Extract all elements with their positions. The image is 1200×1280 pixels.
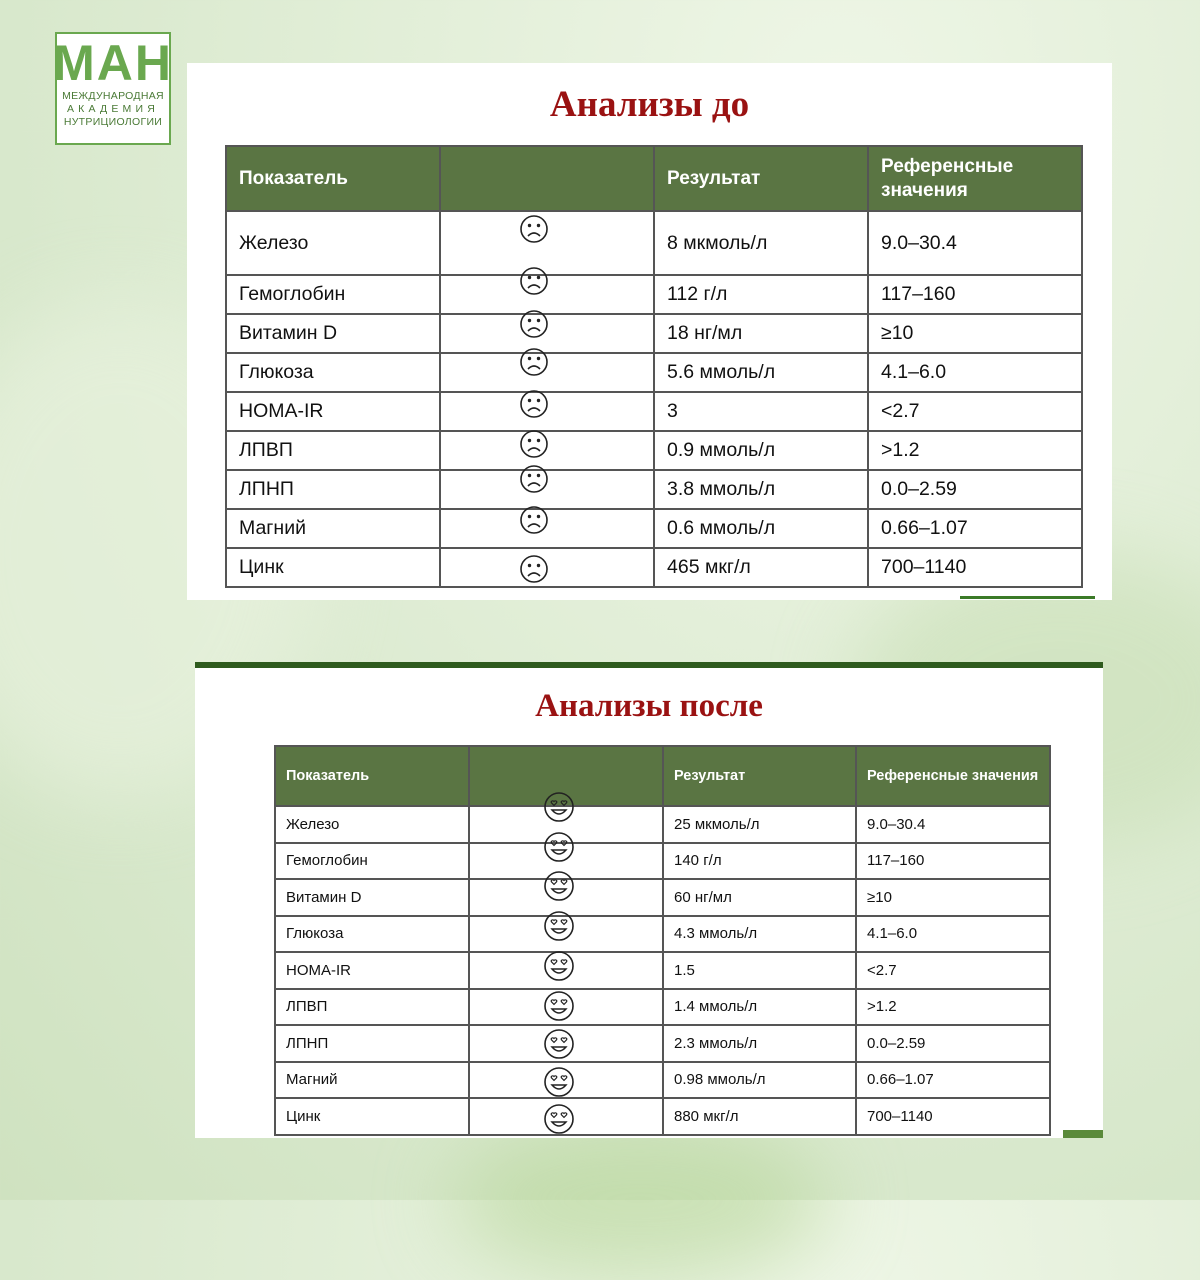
reference-value: 117–160 <box>856 843 1050 880</box>
indicator-name: Гемоглобин <box>226 275 440 314</box>
result-value: 140 г/л <box>663 843 856 880</box>
result-value: 0.6 ммоль/л <box>654 509 868 548</box>
indicator-name: Витамин D <box>226 314 440 353</box>
status-cell <box>440 509 654 548</box>
reference-value: 700–1140 <box>868 548 1082 587</box>
result-value: 112 г/л <box>654 275 868 314</box>
reference-value: 9.0–30.4 <box>868 211 1082 275</box>
result-value: 1.4 ммоль/л <box>663 989 856 1026</box>
sad-face-icon <box>519 554 549 584</box>
status-cell <box>469 916 663 953</box>
header-reference: Референсные значения <box>856 746 1050 806</box>
reference-value: 4.1–6.0 <box>856 916 1050 953</box>
status-cell <box>469 1025 663 1062</box>
logo-mark: МАН <box>53 35 173 91</box>
heart-eyes-face-icon <box>543 950 575 982</box>
heart-eyes-face-icon <box>543 1103 575 1135</box>
heart-eyes-face-icon <box>543 791 575 823</box>
table-row <box>226 211 1082 275</box>
indicator-name: Гемоглобин <box>275 843 469 880</box>
table-row <box>275 1062 1050 1099</box>
status-cell <box>440 470 654 509</box>
sad-face-icon <box>519 347 549 377</box>
status-cell <box>440 392 654 431</box>
table-row <box>226 353 1082 392</box>
table-row <box>226 509 1082 548</box>
sad-face-icon <box>519 505 549 535</box>
logo-line-2: АКАДЕМИЯ <box>66 103 160 115</box>
reference-value: >1.2 <box>868 431 1082 470</box>
indicator-name: Цинк <box>275 1098 469 1135</box>
result-value: 60 нг/мл <box>663 879 856 916</box>
result-value: 3.8 ммоль/л <box>654 470 868 509</box>
status-cell <box>440 353 654 392</box>
sad-face-icon <box>519 214 549 244</box>
logo-line-3: НУТРИЦИОЛОГИИ <box>63 116 163 128</box>
indicator-name: Глюкоза <box>275 916 469 953</box>
divider <box>960 596 1095 599</box>
status-cell <box>440 548 654 587</box>
indicator-name: Магний <box>275 1062 469 1099</box>
result-value: 18 нг/мл <box>654 314 868 353</box>
sad-face-icon <box>519 389 549 419</box>
reference-value: 0.66–1.07 <box>868 509 1082 548</box>
heart-eyes-face-icon <box>543 1028 575 1060</box>
status-cell <box>469 1098 663 1135</box>
result-value: 0.98 ммоль/л <box>663 1062 856 1099</box>
reference-value: 9.0–30.4 <box>856 806 1050 843</box>
table-row <box>226 470 1082 509</box>
indicator-name: Глюкоза <box>226 353 440 392</box>
indicator-name: ЛПНП <box>275 1025 469 1062</box>
reference-value: 0.66–1.07 <box>856 1062 1050 1099</box>
indicator-name: Цинк <box>226 548 440 587</box>
reference-value: 4.1–6.0 <box>868 353 1082 392</box>
reference-value: >1.2 <box>856 989 1050 1026</box>
reference-value: ≥10 <box>868 314 1082 353</box>
result-value: 0.9 ммоль/л <box>654 431 868 470</box>
table-row <box>275 952 1050 989</box>
header-indicator: Показатель <box>226 146 440 211</box>
result-value: 2.3 ммоль/л <box>663 1025 856 1062</box>
reference-value: <2.7 <box>868 392 1082 431</box>
reference-value: <2.7 <box>856 952 1050 989</box>
heart-eyes-face-icon <box>543 870 575 902</box>
background-leaf <box>450 1120 830 1280</box>
result-value: 5.6 ммоль/л <box>654 353 868 392</box>
table-row <box>275 1098 1050 1135</box>
reference-value: 700–1140 <box>856 1098 1050 1135</box>
indicator-name: Магний <box>226 509 440 548</box>
result-value: 3 <box>654 392 868 431</box>
header-status <box>440 146 654 211</box>
table-row <box>275 806 1050 843</box>
corner-mark <box>1063 1130 1103 1138</box>
before-title: Анализы до <box>549 84 750 125</box>
table-row <box>275 879 1050 916</box>
header-result: Результат <box>654 146 868 211</box>
heart-eyes-face-icon <box>543 1066 575 1098</box>
result-value: 25 мкмоль/л <box>663 806 856 843</box>
reference-value: 0.0–2.59 <box>856 1025 1050 1062</box>
indicator-name: HOMA-IR <box>226 392 440 431</box>
sad-face-icon <box>519 429 549 459</box>
table-row <box>226 392 1082 431</box>
table-row <box>226 275 1082 314</box>
heart-eyes-face-icon <box>543 910 575 942</box>
header-indicator: Показатель <box>275 746 469 806</box>
after-title: Анализы после <box>535 688 763 724</box>
indicator-name: Железо <box>226 211 440 275</box>
result-value: 880 мкг/л <box>663 1098 856 1135</box>
table-row <box>226 314 1082 353</box>
result-value: 465 мкг/л <box>654 548 868 587</box>
table-row <box>226 548 1082 587</box>
indicator-name: ЛПНП <box>226 470 440 509</box>
reference-value: ≥10 <box>856 879 1050 916</box>
sad-face-icon <box>519 266 549 296</box>
table-row <box>275 916 1050 953</box>
reference-value: 0.0–2.59 <box>868 470 1082 509</box>
status-cell <box>469 1062 663 1099</box>
indicator-name: ЛПВП <box>275 989 469 1026</box>
after-table <box>274 745 1051 1136</box>
header-reference: Референсные значения <box>868 146 1082 211</box>
result-value: 1.5 <box>663 952 856 989</box>
table-row <box>226 431 1082 470</box>
table-row <box>275 843 1050 880</box>
table-row <box>275 1025 1050 1062</box>
status-cell <box>469 989 663 1026</box>
header-result: Результат <box>663 746 856 806</box>
before-table <box>225 145 1083 588</box>
result-value: 4.3 ммоль/л <box>663 916 856 953</box>
table-row <box>275 989 1050 1026</box>
heart-eyes-face-icon <box>543 831 575 863</box>
before-panel <box>187 63 1112 600</box>
reference-value: 117–160 <box>868 275 1082 314</box>
logo-line-1: МЕЖДУНАРОДНАЯ <box>62 90 164 102</box>
sad-face-icon <box>519 309 549 339</box>
sad-face-icon <box>519 464 549 494</box>
indicator-name: Витамин D <box>275 879 469 916</box>
status-cell <box>469 952 663 989</box>
heart-eyes-face-icon <box>543 990 575 1022</box>
indicator-name: HOMA-IR <box>275 952 469 989</box>
result-value: 8 мкмоль/л <box>654 211 868 275</box>
after-panel <box>195 668 1103 1138</box>
indicator-name: ЛПВП <box>226 431 440 470</box>
logo <box>55 32 171 145</box>
indicator-name: Железо <box>275 806 469 843</box>
